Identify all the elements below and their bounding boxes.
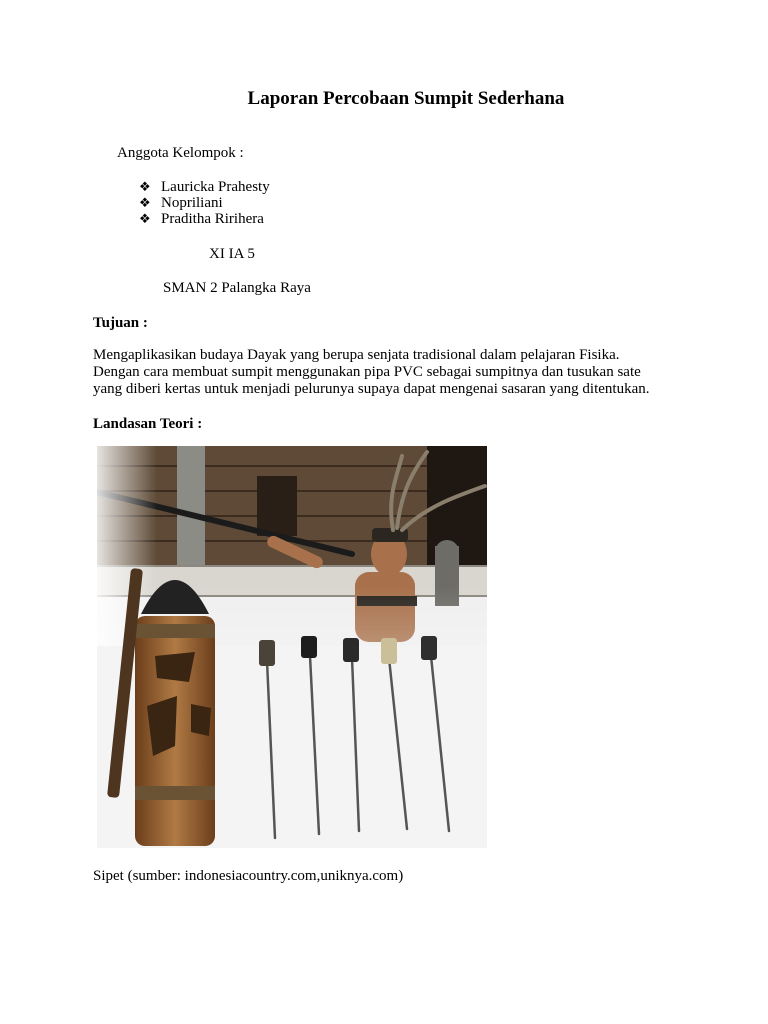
diamond-bullet-icon: ❖ — [139, 179, 151, 194]
sipet-photo — [97, 446, 487, 848]
diamond-bullet-icon: ❖ — [139, 211, 151, 226]
document-title: Laporan Percobaan Sumpit Sederhana — [247, 88, 565, 109]
diamond-bullet-icon: ❖ — [139, 195, 151, 210]
member-name: Lauricka Prahesty — [161, 179, 270, 195]
school-name: SMAN 2 Palangka Raya — [163, 280, 311, 296]
member-name: Nopriliani — [161, 195, 223, 211]
objective-line: Mengaplikasikan budaya Dayak yang berupa senjata tradisional dalam pelajaran Fisika. — [93, 347, 620, 363]
objective-line: yang diberi kertas untuk menjadi pelurunya supaya dapat mengenai sasaran yang ditentukan. — [93, 381, 650, 397]
objective-line: Dengan cara membuat sumpit menggunakan pipa PVC sebagai sumpitnya dan tusukan sate — [93, 364, 641, 380]
objective-heading: Tujuan : — [93, 315, 148, 331]
member-name: Praditha Ririhera — [161, 211, 264, 227]
member-list-item — [139, 210, 264, 228]
image-caption: Sipet (sumber: indonesiacountry.com,uniknya.com) — [93, 868, 404, 884]
theory-heading: Landasan Teori : — [93, 416, 203, 432]
class-name: XI IA 5 — [209, 246, 255, 262]
members-label: Anggota Kelompok : — [117, 145, 244, 161]
